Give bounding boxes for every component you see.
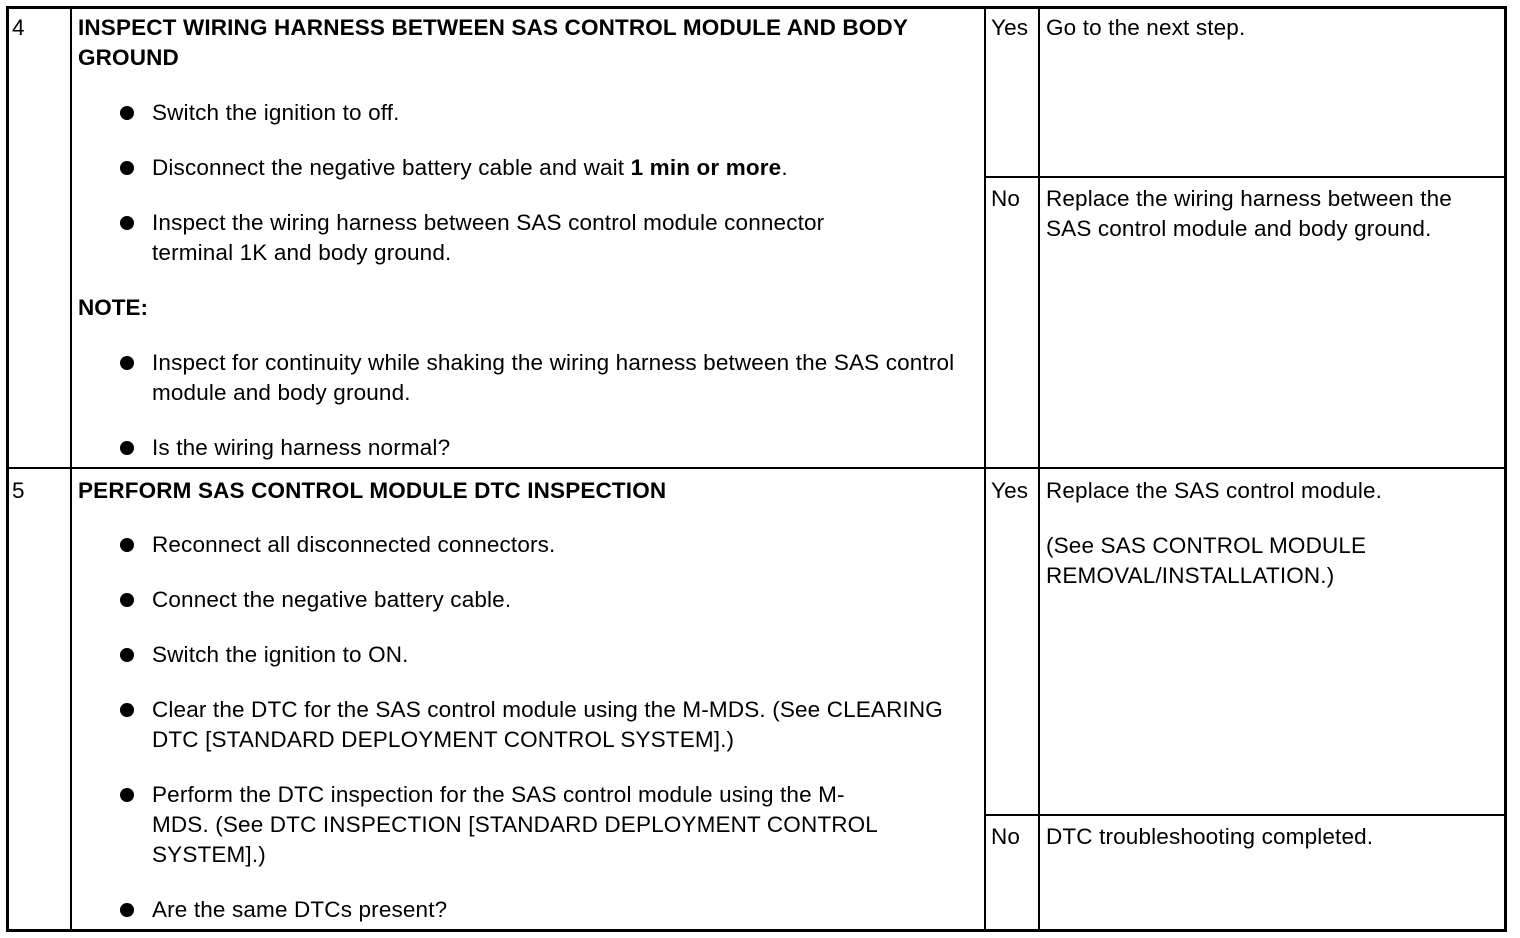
column-divider-step	[70, 8, 72, 930]
instruction-text: Disconnect the negative battery cable and wait	[152, 155, 631, 180]
yes-action: Replace the SAS control module.	[1046, 478, 1383, 503]
yes-label: Yes	[991, 15, 1029, 40]
instruction-text-end: .	[781, 155, 788, 180]
instruction-item: Inspect for continuity while shaking the wiring harness between the SAS control module and body ground.	[152, 350, 955, 405]
bullet-icon	[120, 356, 134, 370]
no-label: No	[991, 824, 1021, 849]
bullet-icon	[120, 788, 134, 802]
instruction-item: Connect the negative battery cable.	[152, 587, 512, 612]
bullet-icon	[120, 161, 134, 175]
instruction-item	[152, 153, 972, 183]
bullet-icon	[120, 648, 134, 662]
step-title: PERFORM SAS CONTROL MODULE DTC INSPECTION	[78, 478, 667, 503]
result-divider-step-4	[986, 176, 1505, 178]
no-action: Replace the wiring harness between the SAS control module and body ground.	[1046, 186, 1452, 241]
column-divider-result	[1038, 8, 1040, 930]
bullet-icon	[120, 538, 134, 552]
note-label: NOTE:	[78, 295, 148, 320]
step-number: 4	[12, 15, 25, 40]
instruction-item: Switch the ignition to ON.	[152, 642, 409, 667]
instruction-item: Perform the DTC inspection for the SAS control module using the M-MDS. (See DTC INSPECTION [STANDARD DEPLOYMENT CONTROL SYSTEM].)	[152, 782, 878, 867]
yes-reference: (See SAS CONTROL MODULE REMOVAL/INSTALLATION.)	[1046, 533, 1367, 588]
no-action: DTC troubleshooting completed.	[1046, 824, 1374, 849]
bullet-icon	[120, 216, 134, 230]
instruction-item: Reconnect all disconnected connectors.	[152, 532, 556, 557]
instruction-item: Clear the DTC for the SAS control module using the M-MDS. (See CLEARING DTC [STANDARD DEPLOYMENT CONTROL SYSTEM].)	[152, 697, 943, 752]
bullet-icon	[120, 903, 134, 917]
instruction-item: Is the wiring harness normal?	[152, 435, 451, 460]
emphasis-text: 1 min or more	[630, 155, 782, 180]
bullet-icon	[120, 703, 134, 717]
step-number: 5	[12, 478, 25, 503]
bullet-icon	[120, 106, 134, 120]
instruction-item: Switch the ignition to off.	[152, 100, 400, 125]
bullet-icon	[120, 441, 134, 455]
yes-action: Go to the next step.	[1046, 15, 1246, 40]
step-title: INSPECT WIRING HARNESS BETWEEN SAS CONTROL MODULE AND BODY GROUND	[78, 15, 908, 70]
yes-label: Yes	[991, 478, 1029, 503]
instruction-item: Are the same DTCs present?	[152, 897, 448, 922]
no-label: No	[991, 186, 1021, 211]
row-divider-step-4-5	[8, 467, 1505, 469]
column-divider-inspection	[984, 8, 986, 930]
result-divider-step-5	[986, 814, 1505, 816]
instruction-item: Inspect the wiring harness between SAS control module connector terminal 1K and body ground.	[152, 210, 825, 265]
bullet-icon	[120, 593, 134, 607]
